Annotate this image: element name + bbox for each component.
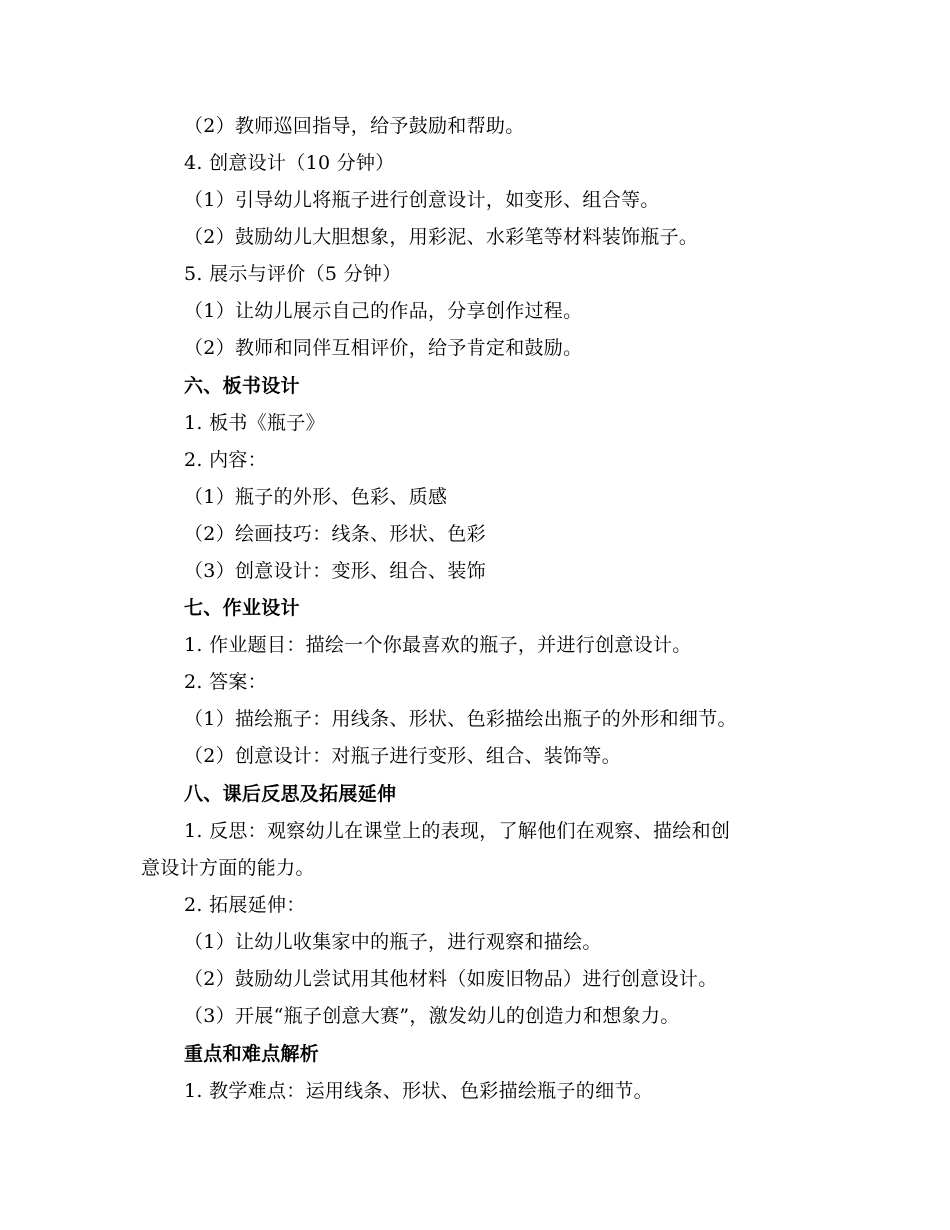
- paragraph-line: （3）开展“瓶子创意大赛”，激发幼儿的创造力和想象力。: [184, 1005, 680, 1027]
- section-heading: 重点和难点解析: [184, 1043, 320, 1065]
- paragraph-line: （2）创意设计：对瓶子进行变形、组合、装饰等。: [184, 745, 621, 767]
- paragraph-line: （2）教师巡回指导，给予鼓励和帮助。: [184, 115, 525, 137]
- section-heading: 八、课后反思及拓展延伸: [184, 783, 397, 805]
- paragraph-line: （1）瓶子的外形、色彩、质感: [184, 486, 448, 508]
- paragraph-line: （1）让幼儿展示自己的作品，分享创作过程。: [184, 300, 583, 322]
- numbered-item: 4. 创意设计（10 分钟）: [184, 152, 395, 174]
- paragraph-line: （2）绘画技巧：线条、形状、色彩: [184, 523, 486, 545]
- paragraph-line: （3）创意设计：变形、组合、装饰: [184, 560, 486, 582]
- numbered-item: 5. 展示与评价（5 分钟）: [184, 263, 402, 285]
- paragraph-line: （1）引导幼儿将瓶子进行创意设计，如变形、组合等。: [184, 189, 660, 211]
- numbered-item: 2. 拓展延伸：: [184, 894, 306, 916]
- paragraph-line: （2）教师和同伴互相评价，给予肯定和鼓励。: [184, 337, 583, 359]
- paragraph-line: （2）鼓励幼儿大胆想象，用彩泥、水彩笔等材料装饰瓶子。: [184, 226, 699, 248]
- numbered-item: 2. 答案：: [184, 671, 267, 693]
- numbered-item: 1. 板书《瓶子》: [184, 412, 325, 434]
- paragraph-line: （1）让幼儿收集家中的瓶子，进行观察和描绘。: [184, 931, 602, 953]
- paragraph-line: （2）鼓励幼儿尝试用其他材料（如废旧物品）进行创意设计。: [184, 968, 718, 990]
- section-heading: 七、作业设计: [184, 597, 300, 619]
- numbered-item: 2. 内容：: [184, 449, 267, 471]
- numbered-item: 1. 教学难点：运用线条、形状、色彩描绘瓶子的细节。: [184, 1080, 653, 1102]
- numbered-item: 1. 反思：观察幼儿在课堂上的表现，了解他们在观察、描绘和创: [184, 820, 731, 842]
- paragraph-line: （1）描绘瓶子：用线条、形状、色彩描绘出瓶子的外形和细节。: [184, 708, 737, 730]
- numbered-item: 1. 作业题目：描绘一个你最喜欢的瓶子，并进行创意设计。: [184, 634, 692, 656]
- paragraph-continuation: 意设计方面的能力。: [141, 857, 315, 879]
- section-heading: 六、板书设计: [184, 375, 300, 397]
